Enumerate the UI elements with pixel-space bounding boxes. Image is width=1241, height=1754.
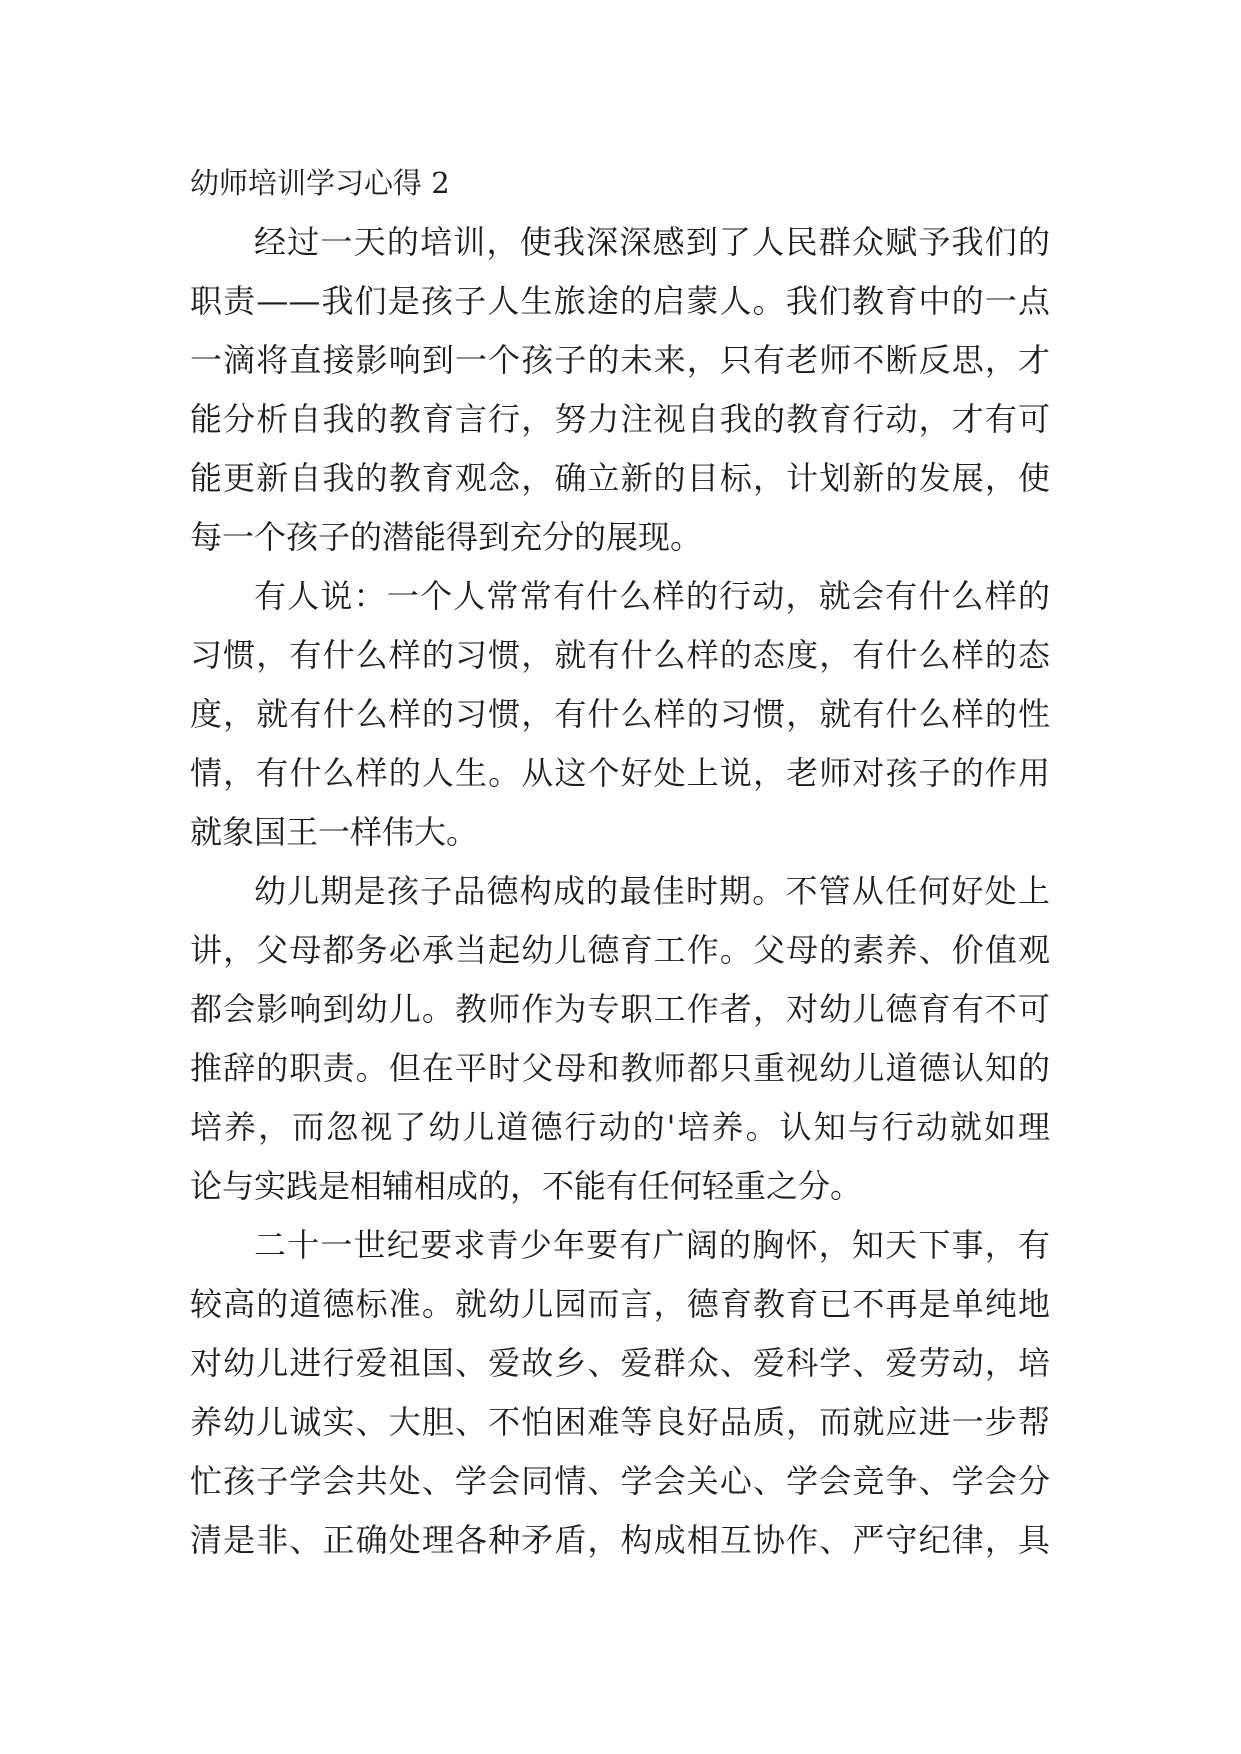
paragraph-line: 对幼儿进行爱祖国、爱故乡、爱群众、爱科学、爱劳动，培	[190, 1344, 1050, 1382]
paragraph-line: 忙孩子学会共处、学会同情、学会关心、学会竞争、学会分	[190, 1462, 1050, 1500]
paragraph-line: 就象国王一样伟大。	[190, 813, 479, 851]
paragraph-line: 清是非、正确处理各种矛盾，构成相互协作、严守纪律，具	[190, 1521, 1050, 1559]
paragraph-line: 都会影响到幼儿。教师作为专职工作者，对幼儿德育有不可	[190, 990, 1050, 1028]
paragraph-line: 习惯，有什么样的习惯，就有什么样的态度，有什么样的态	[190, 636, 1050, 674]
paragraph-line: 幼儿期是孩子品德构成的最佳时期。不管从任何好处上	[254, 872, 1050, 910]
paragraph-line: 论与实践是相辅相成的，不能有任何轻重之分。	[190, 1167, 863, 1205]
paragraph-line: 情，有什么样的人生。从这个好处上说，老师对孩子的作用	[190, 754, 1050, 792]
paragraph-line: 每一个孩子的潜能得到充分的展现。	[190, 518, 703, 556]
paragraph-line: 培养，而忽视了幼儿道德行动的'培养。认知与行动就如理	[190, 1108, 1050, 1146]
paragraph-line: 养幼儿诚实、大胆、不怕困难等良好品质，而就应进一步帮	[190, 1403, 1050, 1441]
paragraph-line: 经过一天的培训，使我深深感到了人民群众赋予我们的	[254, 223, 1050, 261]
paragraph-3	[190, 862, 1050, 1216]
paragraph-4	[190, 1216, 1050, 1570]
paragraph-line: 推辞的职责。但在平时父母和教师都只重视幼儿道德认知的	[190, 1049, 1050, 1087]
paragraph-line: 有人说：一个人常常有什么样的行动，就会有什么样的	[254, 577, 1050, 615]
paragraph-2	[190, 567, 1050, 862]
paragraph-line: 较高的道德标准。就幼儿园而言，德育教育已不再是单纯地	[190, 1285, 1050, 1323]
paragraph-line: 讲，父母都务必承当起幼儿德育工作。父母的素养、价值观	[190, 931, 1050, 969]
paragraph-1	[190, 213, 1050, 567]
document-title: 幼师培训学习心得 2	[190, 166, 450, 200]
paragraph-line: 一滴将直接影响到一个孩子的未来，只有老师不断反思，才	[190, 341, 1050, 379]
paragraph-line: 能分析自我的教育言行，努力注视自我的教育行动，才有可	[190, 400, 1050, 438]
paragraph-line: 职责——我们是孩子人生旅途的启蒙人。我们教育中的一点	[190, 282, 1050, 320]
paragraph-line: 能更新自我的教育观念，确立新的目标，计划新的发展，使	[190, 459, 1050, 497]
paragraph-line: 二十一世纪要求青少年要有广阔的胸怀，知天下事，有	[254, 1226, 1050, 1264]
document-body	[190, 213, 1050, 1570]
paragraph-line: 度，就有什么样的习惯，有什么样的习惯，就有什么样的性	[190, 695, 1050, 733]
